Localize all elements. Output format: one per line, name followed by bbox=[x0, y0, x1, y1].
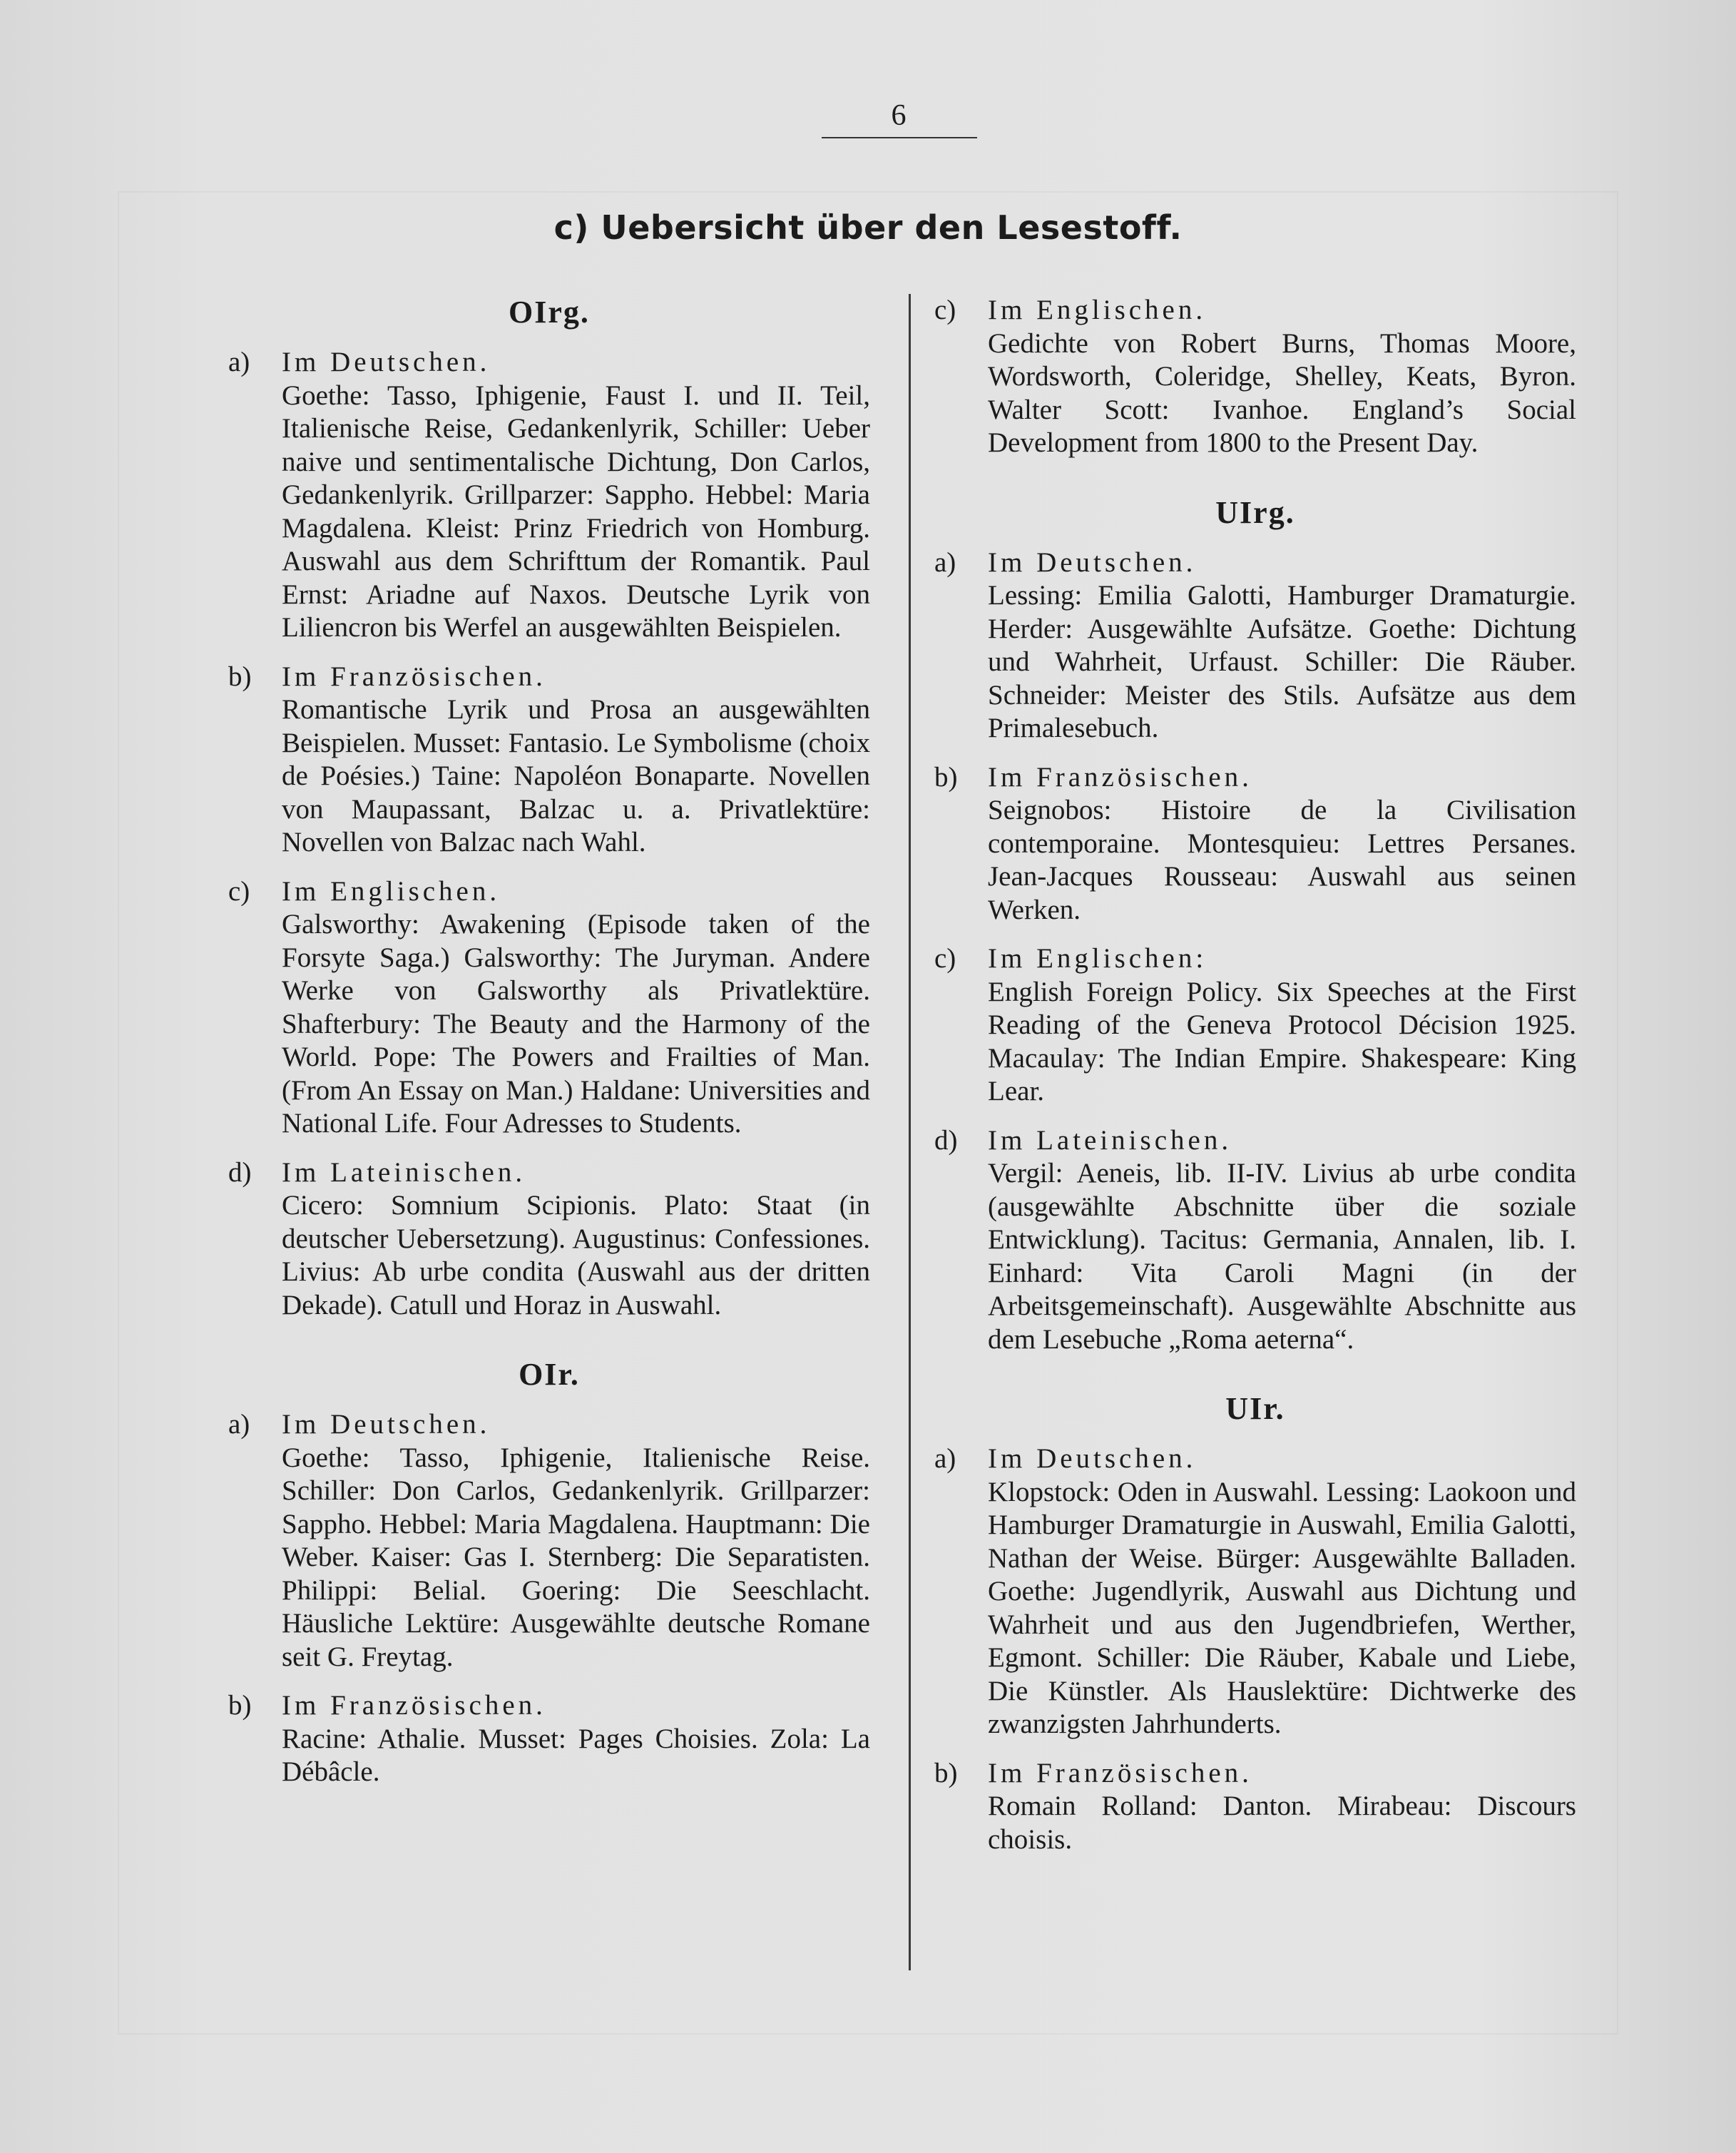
subject-block bbox=[934, 761, 1576, 927]
reading-list-text: Cicero: Somnium Scipionis. Plato: Staat (in deutscher Uebersetzung). Augustinus: Confessiones. Livius: Ab urbe condita (Auswahl aus der dritten Dekade). Catull und Horaz in Auswahl. bbox=[282, 1190, 870, 1320]
page-number-rule bbox=[822, 137, 977, 138]
subject-block bbox=[934, 546, 1576, 745]
right-column bbox=[934, 294, 1576, 1872]
subject-title: Im Französischen. bbox=[282, 661, 546, 692]
reading-list-text: Gedichte von Robert Burns, Thomas Moore, Wordsworth, Coleridge, Shelley, Keats, Byron. Walter Scott: Ivanhoe. England’s Social Development from 1800 to the Present Day. bbox=[988, 327, 1576, 458]
reading-list-text: Lessing: Emilia Galotti, Hamburger Dramaturgie. Herder: Ausgewählte Aufsätze. Goethe: Dichtung und Wahrheit, Urfaust. Schiller: Die Räuber. Schneider: Meister des Stils. Aufsätze aus dem Primalesebuch. bbox=[988, 580, 1576, 743]
list-marker: b) bbox=[228, 661, 252, 692]
subject-title: Im Lateinischen. bbox=[282, 1156, 526, 1188]
subject-title: Im Deutschen. bbox=[988, 546, 1197, 578]
subject-block bbox=[228, 661, 870, 860]
list-marker: a) bbox=[228, 1409, 250, 1440]
list-marker: b) bbox=[934, 761, 958, 793]
subject-block bbox=[228, 1408, 870, 1674]
subject-title: Im Deutschen. bbox=[282, 347, 491, 377]
subject-block bbox=[228, 1689, 870, 1789]
reading-list-text: Galsworthy: Awakening (Episode taken of the Forsyte Saga.) Galsworthy: The Juryman. Andere Werke von Galsworthy als Privatlektüre. Shafterbury: The Beauty and the Harmony of the World. Pope: The Powers and Frailties of Man. (From An Essay on Man.) Haldane: Universities and National Life. Four Adresses to Students. bbox=[282, 909, 870, 1139]
list-marker: d) bbox=[228, 1156, 252, 1188]
reading-list-text: Klopstock: Oden in Auswahl. Lessing: Laokoon und Hamburger Dramaturgie in Auswahl, Emilia Galotti, Nathan der Weise. Bürger: Ausgewählte Balladen. Goethe: Jugendlyrik, Auswahl aus Dichtung und Wahrheit und aus den Jugendbriefen, Werther, Egmont. Schiller: Die Räuber, Kabale und Liebe, Die Künstler. Als Hauslektüre: Dichtwerke des zwanzigsten Jahrhunderts. bbox=[988, 1476, 1576, 1739]
subject-block bbox=[934, 942, 1576, 1109]
subject-title: Im Französischen. bbox=[282, 1690, 546, 1721]
reading-list-text: Racine: Athalie. Musset: Pages Choisies. Zola: La Débâcle. bbox=[282, 1723, 870, 1787]
subject-block bbox=[934, 1124, 1576, 1357]
list-marker: b) bbox=[934, 1757, 958, 1788]
grade-heading: UIr. bbox=[1225, 1391, 1285, 1426]
list-marker: a) bbox=[228, 347, 250, 377]
list-marker: a) bbox=[934, 546, 956, 578]
list-marker: b) bbox=[228, 1690, 252, 1721]
subject-block bbox=[934, 294, 1576, 460]
list-marker: d) bbox=[934, 1124, 958, 1156]
grade-heading: OIr. bbox=[519, 1357, 580, 1392]
subject-block bbox=[228, 875, 870, 1141]
subject-title: Im Englischen: bbox=[988, 943, 1207, 974]
list-marker: a) bbox=[934, 1443, 956, 1474]
reading-list-text: English Foreign Policy. Six Speeches at the First Reading of the Geneva Protocol Décision 1925. Macaulay: The Indian Empire. Shakespeare: King Lear. bbox=[988, 976, 1576, 1106]
left-column bbox=[228, 294, 870, 1805]
reading-list-text: Goethe: Tasso, Iphigenie, Italienische Reise. Schiller: Don Carlos, Gedankenlyrik. Grillparzer: Sappho. Hebbel: Maria Magdalena. Hauptmann: Die Weber. Kaiser: Gas I. Sternberg: Die Separatisten. Philippi: Belial. Goering: Die Seeschlacht. Häusliche Lektüre: Ausgewählte deutsche Romane seit G. Freytag. bbox=[282, 1442, 870, 1672]
reading-list-text: Seignobos: Histoire de la Civilisation contemporaine. Montesquieu: Lettres Persanes. Jean-Jacques Rousseau: Auswahl aus seinen Werken. bbox=[988, 795, 1576, 925]
subject-block bbox=[228, 1156, 870, 1323]
subject-block bbox=[934, 1757, 1576, 1857]
list-marker: c) bbox=[228, 875, 250, 907]
subject-title: Im Deutschen. bbox=[988, 1443, 1197, 1474]
subject-title: Im Lateinischen. bbox=[988, 1124, 1232, 1156]
list-marker: c) bbox=[934, 943, 956, 974]
subject-title: Im Französischen. bbox=[988, 761, 1252, 793]
reading-list-text: Vergil: Aeneis, lib. II-IV. Livius ab urbe condita (ausgewählte Abschnitte über die soziale Entwicklung). Tacitus: Germania, Annalen, lib. I. Einhard: Vita Caroli Magni (in der Arbeitsgemeinschaft). Ausgewählte Abschnitte aus dem Lesebuche „Roma aeterna“. bbox=[988, 1158, 1576, 1355]
grade-heading: OIrg. bbox=[509, 295, 590, 330]
subject-title: Im Französischen. bbox=[988, 1757, 1252, 1788]
page-number: 6 bbox=[891, 99, 907, 132]
reading-list-text: Romain Rolland: Danton. Mirabeau: Discours choisis. bbox=[988, 1791, 1576, 1855]
grade-heading: UIrg. bbox=[1215, 494, 1295, 530]
list-marker: c) bbox=[934, 295, 956, 325]
reading-list-text: Romantische Lyrik und Prosa an ausgewählten Beispielen. Musset: Fantasio. Le Symbolisme (choix de Poésies.) Taine: Napoléon Bonaparte. Novellen von Maupassant, Balzac u. a. Privatlektüre: Novellen von Balzac nach Wahl. bbox=[282, 694, 870, 857]
subject-block bbox=[228, 346, 870, 645]
section-heading: c) Uebersicht über den Lesestoff. bbox=[553, 208, 1183, 247]
subject-title: Im Englischen. bbox=[988, 295, 1207, 325]
column-divider bbox=[909, 294, 911, 1970]
subject-block bbox=[934, 1442, 1576, 1741]
subject-title: Im Englischen. bbox=[282, 875, 501, 907]
subject-title: Im Deutschen. bbox=[282, 1409, 491, 1440]
reading-list-text: Goethe: Tasso, Iphigenie, Faust I. und II. Teil, Italienische Reise, Gedankenlyrik, Schiller: Ueber naive und sentimentalische Dichtung, Don Carlos, Gedankenlyrik. Grillparzer: Sappho. Hebbel: Maria Magdalena. Kleist: Prinz Friedrich von Homburg. Auswahl aus dem Schrifttum der Romantik. Paul Ernst: Ariadne auf Naxos. Deutsche Lyrik von Liliencron bis Werfel an ausgewählten Beispielen. bbox=[282, 380, 870, 643]
